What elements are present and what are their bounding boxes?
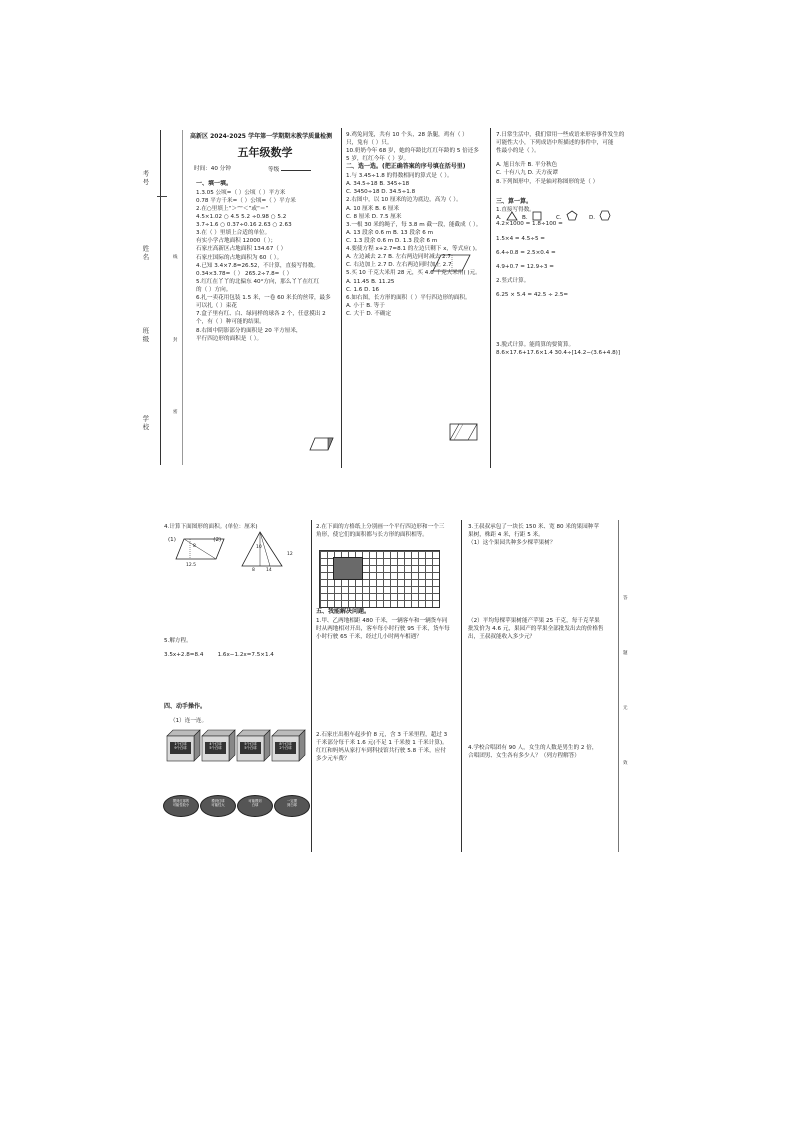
- mental-calc-row: 4.9+0.7 = 12.9÷3 =: [496, 263, 554, 270]
- exam-title: 五年级数学: [237, 146, 293, 159]
- ball-box-1: [167, 730, 199, 760]
- shape-option-c-label: C.: [556, 215, 562, 221]
- question-line: 9.鸡兔同笼，共有 10 个头，28 条腿，鸡有（ ）: [346, 132, 468, 138]
- section-hands-on-heading: 四、动手操作。: [164, 703, 207, 710]
- binding-line: [160, 130, 161, 465]
- question-line: 5.买 10 千克大米用 28 元，买 4.6 千克大米用( )元。: [346, 270, 481, 277]
- question-line: 石家庄高新区占地面积 134.67（ ）: [196, 246, 287, 253]
- probability-oval-1-label: 摸到红球的 可能性较小: [172, 799, 190, 808]
- column-divider: [461, 520, 462, 852]
- shape-option-a-label: A.: [496, 215, 502, 221]
- probability-oval-3: [237, 795, 273, 817]
- question-line: 合唱团男、女生各有多少人？（列方程解答）: [468, 753, 580, 760]
- ball-box-3-label: 5个红球 5个白球: [244, 742, 257, 751]
- question-line: 1.与 3.45÷1.8 的得数相同的算式是（ ）。: [346, 173, 453, 180]
- question-line: （2）平均每棵苹果树能产苹果 25 千克，每千克苹果: [468, 618, 600, 624]
- side-label-exam-no: 考号: [141, 170, 150, 187]
- column-divider: [490, 128, 491, 468]
- choice-line: A. 10 厘米 B. 6 厘米: [346, 205, 400, 212]
- question-line: 性最小的是（ ）。: [496, 148, 540, 155]
- question-line: 4.学校合唱团有 90 人，女生的人数是男生的 2 倍，: [468, 745, 598, 751]
- void-mark-4: 效: [623, 761, 628, 766]
- question-line: 出，王叔叔能收入多少元？: [468, 634, 536, 641]
- question-line: 5 岁，红红今年（ ）岁。: [346, 156, 410, 163]
- figure-2-label-a: 10: [256, 545, 262, 550]
- sheet2-column-2-bottom: [316, 608, 459, 641]
- figure-1-label-height: 8: [193, 544, 196, 549]
- question-line: 0.78 平方千米=（ ）公顷=（ ）平方米: [196, 197, 296, 204]
- question-line: 1.3.05 公顷=（ ）公顷（ ）平方米: [196, 189, 286, 196]
- vertical-calc-row: 6.25 × 5.4 = 42.5 ÷ 2.5=: [496, 292, 569, 298]
- question-line: 3.7÷1.6 ○ 0.37÷0.16 2.63 ○ 2.6̇3: [196, 222, 292, 229]
- choice-line: C. 8 厘米 D. 7.5 厘米: [346, 213, 402, 220]
- question-line: 5.红红在丫丫的北偏东 40°方向，那么丫丫在红红: [196, 278, 320, 285]
- hexagon-icon: [599, 210, 611, 221]
- exam-time: 时间：40 分钟: [194, 166, 231, 172]
- question-line: 2.在○里填上“＞”“＜”或“＝”: [196, 205, 269, 212]
- pentagon-icon: [566, 210, 578, 221]
- sheet2-column-3-bottom: [468, 744, 616, 760]
- mental-calc-row: 6.4÷0.8 = 2.5×0.4 =: [496, 249, 556, 256]
- equation-question: 5.解方程。: [164, 638, 192, 644]
- exam-header: 高新区 2024-2025 学年第一学期期末教学质量检测: [190, 133, 333, 140]
- question-line: 3.脱式计算。能简算的要简算。: [496, 342, 575, 349]
- exam-score: [268, 165, 311, 174]
- question-line: 多少元车费？: [316, 756, 350, 763]
- question-line: 8.下列图形中，不是轴对称图形的是（ ）: [496, 178, 599, 185]
- choice-line: C. 1.3 段余 0.6 m D. 1.3 段余 6 m: [346, 238, 438, 244]
- sheet1-column-2: [346, 131, 488, 318]
- question-line: 果树，株距 4 米，行距 5 米。: [468, 532, 544, 539]
- area-question: 4.计算下面图形的面积。(单位：厘米): [164, 524, 258, 530]
- column-divider: [341, 128, 342, 468]
- section-calc-heading: 三、算一算。: [496, 197, 533, 205]
- figure-2-label-b: 8: [252, 568, 255, 573]
- probability-oval-3-label: 可能摸到 白球: [248, 799, 262, 808]
- question-line: 8.右图中阴影部分的面积是 20 平方厘米，: [196, 327, 302, 334]
- ball-box-4-label: 8个红球 2个白球: [279, 742, 292, 751]
- choice-line: A. 左边减去 2.7 B. 左右两边同时减去 2.7: [346, 254, 451, 261]
- question-line: 4.要使方程 x+2.7=8.1 的左边只剩下 x，等式应( )。: [346, 246, 481, 253]
- question-line: 可能性大小，下列成语中所描述的事件中，可能: [496, 140, 614, 147]
- seal-mark-1: 线: [173, 255, 178, 260]
- sheet1-column-3: [496, 131, 639, 357]
- choice-line: C. 3450÷18 D. 34.5÷1.8: [346, 189, 416, 196]
- probability-oval-4: [274, 795, 310, 817]
- side-label-name: 姓名: [141, 245, 150, 262]
- mental-calc-row: 1.5×4 = 4.5÷5 =: [496, 235, 545, 242]
- question-line: 6.如右图，长方形的面积（ ）平行四边形的面积。: [346, 294, 471, 301]
- square-icon: [532, 211, 542, 221]
- choice-line: A. 13 段余 0.6 m B. 13 段余 6 m: [346, 229, 434, 236]
- triangle-area-figure: [240, 530, 290, 574]
- parallelogram-height-figure: [432, 253, 472, 273]
- side-label-school: 学校: [141, 415, 150, 432]
- sheet1-column-1: [196, 180, 338, 343]
- name-field-line: [157, 196, 167, 197]
- figure-1-label-base: 12.5: [186, 563, 197, 568]
- seal-mark-2: 封: [173, 338, 178, 343]
- question-line: 6.扎一卖花用包装 1.5 米，一卷 60 米长的丝带，最多: [196, 295, 331, 302]
- area-subparts: (1) (2): [168, 537, 222, 543]
- triangle-icon: [506, 211, 518, 221]
- question-line: 小时行驶 65 千米，经过几小时两车相遇？: [316, 633, 422, 640]
- question-line: 批发价为 4.6 元，果园产的苹果全部批发出去的价格售: [468, 626, 604, 633]
- question-line: 千米部分每千米 1.6 元(不足 1 千米按 1 千米计算)。: [316, 740, 448, 747]
- sheet2-column-2-top: [316, 523, 459, 539]
- question-line: 角形，使它们的面积都与长方形的面积相等。: [316, 532, 428, 539]
- question-line: 石家庄国际的占地面积为 60（ ）。: [196, 254, 283, 261]
- question-line: 2.右图中，以 10 厘米的边为底边，高为（ ）。: [346, 197, 462, 204]
- exam-score-blank: [281, 165, 311, 171]
- question-line: 平行四边形的面积是（ ）。: [196, 335, 263, 342]
- grid-shaded-rectangle: [333, 557, 363, 580]
- question-line: 10.奶奶今年 68 岁，她的年龄比红红年龄的 5 倍还多: [346, 148, 479, 155]
- question-line: （1）这个果园共种多少棵苹果树？: [468, 540, 556, 547]
- question-line: 个，有（ ）种可能的结果。: [196, 319, 265, 326]
- question-line: 时从两地相对开出，客车每小时行驶 95 千米，货车每: [316, 625, 450, 632]
- sheet2-column-3-top: [468, 523, 616, 547]
- question-line: 的（ ）方向。: [196, 287, 232, 293]
- side-label-class: 班级: [141, 327, 150, 344]
- question-line: 2.石家庄出租车起步价 8 元，含 3 千米里程，超过 3: [316, 732, 448, 738]
- binding-line-dashed: [182, 130, 183, 465]
- section-choice-heading: 二、选一选。(把正确答案的序号填在括号里): [346, 163, 466, 171]
- ball-box-2: [202, 730, 234, 760]
- question-line: 3.在（ ）里填上合适的单位。: [196, 230, 271, 237]
- void-mark-2: 题: [623, 651, 628, 656]
- question-line: 红红和妈妈从家打车到科技馆共行驶 5.8 千米，应付: [316, 748, 446, 755]
- question-line: 4.5×1.02 ○ 4.5 5.2 ÷0.98 ○ 5.2: [196, 214, 287, 221]
- question-line: 1.甲、乙两地相距 480 千米，一辆客车和一辆货车同: [316, 617, 448, 624]
- sheet2-column-2-taxi: [316, 731, 459, 763]
- parallelogram-shaded-figure: [310, 437, 334, 451]
- matching-question: （1）连一连。: [170, 718, 208, 724]
- mental-calc-row: 4.2×1000 = 1.8÷100 =: [496, 221, 563, 228]
- figure-2-label-d: 12: [287, 552, 293, 557]
- choice-line: A. 小于 B. 等于: [346, 302, 385, 309]
- ball-box-2-label: 4个红球 5个白球: [209, 742, 222, 751]
- probability-oval-4-label: 一定摸 到白球: [287, 799, 297, 808]
- exam-score-label: 等级: [268, 167, 280, 173]
- probability-oval-1: [163, 795, 199, 817]
- choice-line: C. 十有八九 D. 天方夜谭: [496, 170, 558, 177]
- probability-oval-2: [200, 795, 236, 817]
- choice-line: A. 34.5÷18 B. 345÷18: [346, 181, 410, 188]
- question-line: 3.一根 30 米的绳子，每 3.8 m 截一段，能截成（ ）。: [346, 221, 482, 228]
- question-line: 可以扎（ ）束花: [196, 303, 237, 310]
- choice-line: A. 旭日东升 B. 平分秋色: [496, 162, 558, 169]
- shape-option-b-label: B.: [522, 215, 528, 221]
- question-line: 有实小学占地面积 12000（ ）；: [196, 238, 277, 245]
- sheet2-column-3-mid: [468, 617, 616, 641]
- question-line: 7.盒子里有红、白、绿同样的球各 2 个，任意摸出 2: [196, 311, 326, 318]
- column-divider: [311, 520, 312, 852]
- ball-box-1-label: 1个红球 9个白球: [174, 742, 187, 751]
- question-line: 2.在下面的方格纸上分别画一个平行四边形和一个三: [316, 524, 445, 530]
- void-mark-3: 无: [623, 706, 628, 711]
- shape-option-d-label: D.: [589, 215, 596, 221]
- question-line: 4.已知 3.4×7.8=26.52，不计算，直接写得数。: [196, 262, 320, 269]
- section-problem-heading: 五、我能解决问题。: [316, 608, 371, 615]
- section-fill-heading: 一、填一填。: [196, 180, 233, 187]
- question-line: 3.王叔叔承包了一块长 150 米、宽 80 米的果园种苹: [468, 524, 599, 530]
- choice-line: C. 1.6 D. 16: [346, 286, 380, 293]
- choice-line: A. 11.45 B. 11.25: [346, 278, 395, 285]
- rectangle-parallelogram-figure: [449, 423, 479, 441]
- choice-line: C. 大于 D. 不确定: [346, 310, 392, 317]
- figure-2-label-c: 14: [266, 568, 272, 573]
- void-mark-1: 答: [623, 596, 628, 601]
- question-line: 1.直接写得数。: [496, 207, 535, 214]
- seal-mark-3: 密: [173, 410, 178, 415]
- trapezoid-area-figure: [172, 536, 232, 568]
- question-line: 0.34×3.78=（ ） 265.2÷7.8=（ ）: [196, 270, 293, 277]
- question-line: 7.日常生活中，我们常用一些成语来形容事件发生的: [496, 132, 625, 138]
- right-binding-line: [618, 520, 619, 852]
- choice-line: C. 右边加上 2.7 D. 左右两边同时加上 2.7: [346, 262, 452, 269]
- ball-box-4: [272, 730, 304, 760]
- mixed-calc-row: 8.6×17.6+17.6×1.4 30.4÷[14.2−(3.6+4.8)]: [496, 350, 621, 357]
- probability-oval-2-label: 摸到红球 可能性大: [211, 799, 225, 808]
- question-line: 只，兔有（ ）只。: [346, 140, 393, 147]
- question-line: 2.竖式计算。: [496, 277, 530, 284]
- equation-row: 3.5x+2.8=8.4 1.6x−1.2x=7.5×1.4: [164, 652, 274, 658]
- ball-box-3: [237, 730, 269, 760]
